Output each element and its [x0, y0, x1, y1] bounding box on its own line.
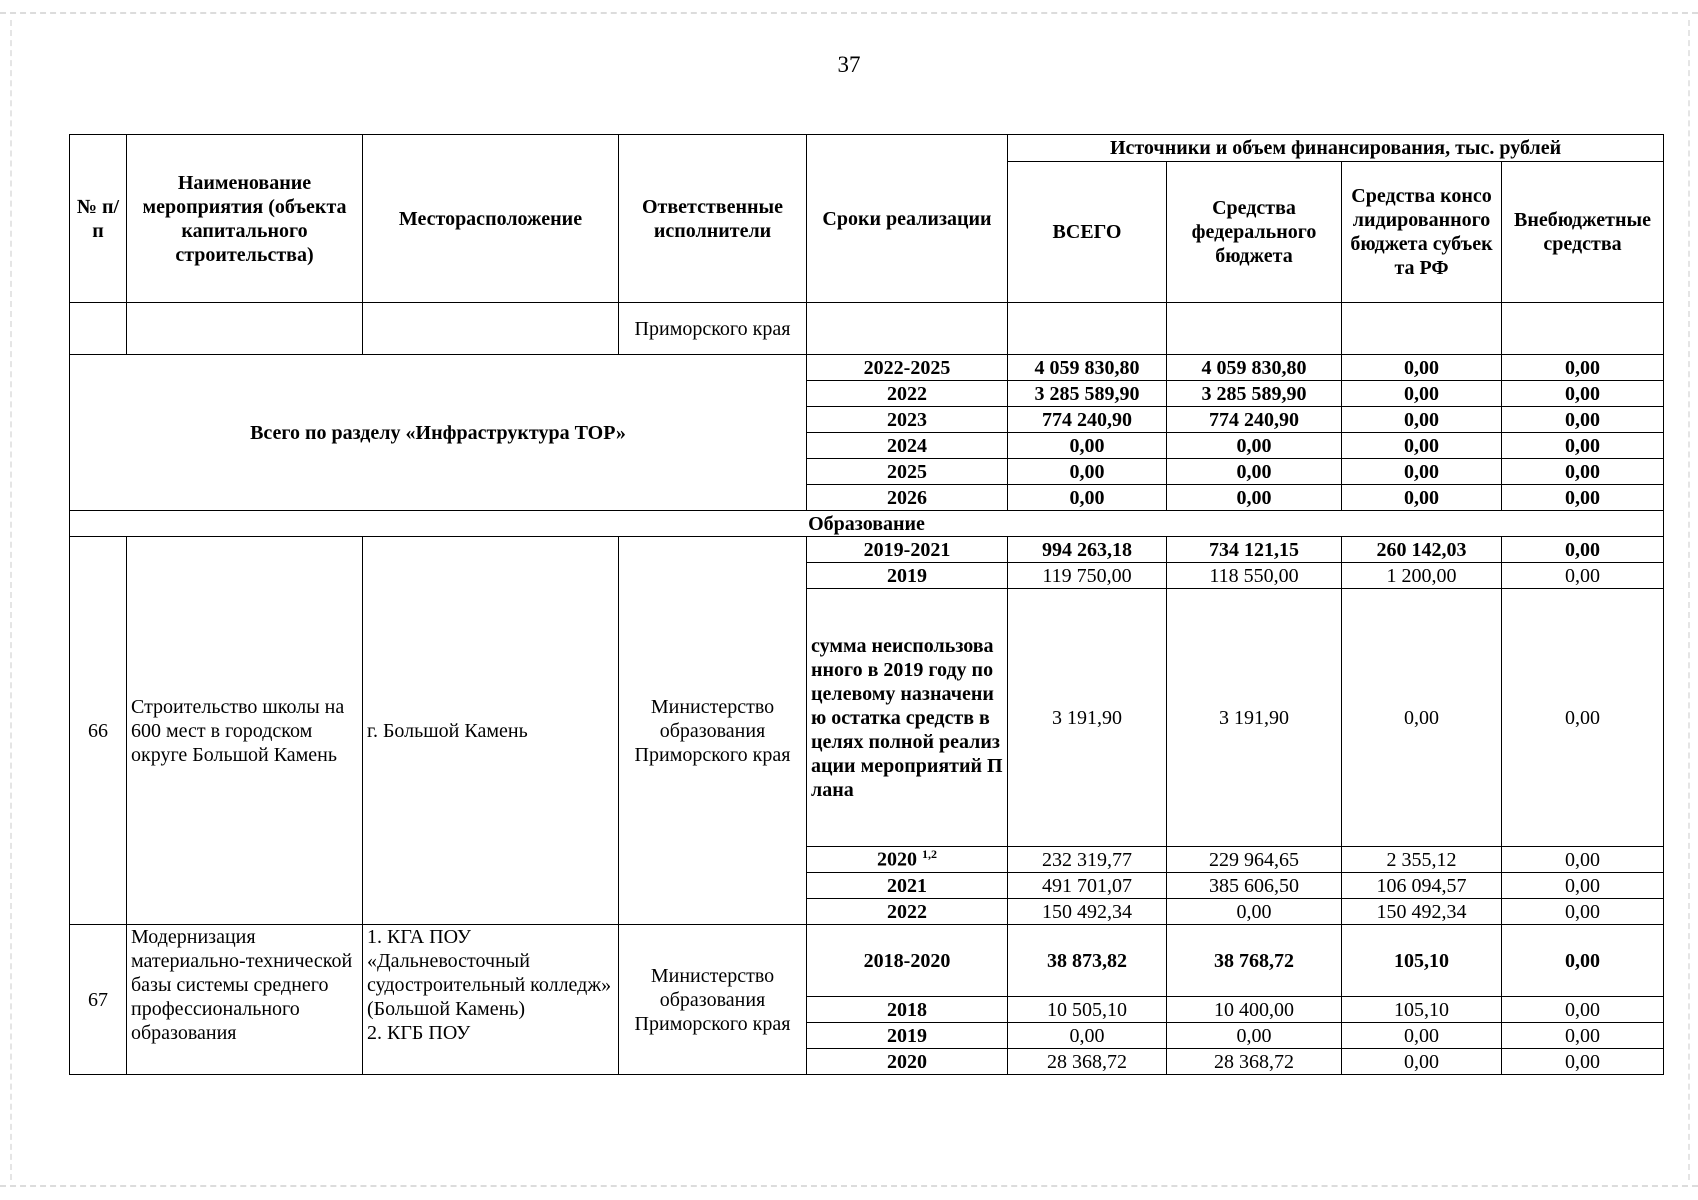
period-value: 2020	[877, 848, 917, 871]
total-cell: 4 059 830,80	[1008, 355, 1167, 381]
header-row-1	[70, 135, 1664, 162]
period-cell: 2020	[807, 1049, 1008, 1075]
section-education-title: Образование	[70, 511, 1664, 537]
header-period: Сроки реализации	[807, 135, 1008, 303]
item67-executors: Министерство образования Приморского края	[619, 925, 807, 1075]
period-cell: 2025	[807, 459, 1008, 485]
extra-cell: 0,00	[1502, 899, 1664, 925]
regional-cell: 0,00	[1342, 485, 1502, 511]
header-extra: Внебюджетные средства	[1502, 162, 1664, 303]
header-financing-group: Источники и объем финансирования, тыс. рублей	[1008, 135, 1664, 162]
header-regional: Средства консолидированного бюджета субъекта РФ	[1342, 162, 1502, 303]
scan-edge-bottom	[0, 1185, 1698, 1187]
regional-cell: 1 200,00	[1342, 563, 1502, 589]
period-cell: 2026	[807, 485, 1008, 511]
federal-cell: 0,00	[1167, 1023, 1342, 1049]
total-cell: 232 319,77	[1008, 847, 1167, 873]
regional-cell: 0,00	[1342, 589, 1502, 847]
header-num: № п/п	[70, 135, 127, 303]
federal-cell: 0,00	[1167, 433, 1342, 459]
extra-cell: 0,00	[1502, 873, 1664, 899]
total-cell: 3 285 589,90	[1008, 381, 1167, 407]
item66-name: Строительство школы на 600 мест в городском округе Большой Камень	[127, 537, 363, 925]
federal-cell: 0,00	[1167, 485, 1342, 511]
total-cell: 774 240,90	[1008, 407, 1167, 433]
item66-num: 66	[70, 537, 127, 925]
extra-cell: 0,00	[1502, 1049, 1664, 1075]
extra-cell: 0,00	[1502, 997, 1664, 1023]
period-cell: 2019	[807, 1023, 1008, 1049]
header-executors: Ответственные исполнители	[619, 135, 807, 303]
federal-cell: 0,00	[1167, 899, 1342, 925]
total-cell: 0,00	[1008, 485, 1167, 511]
extra-cell: 0,00	[1502, 485, 1664, 511]
extra-cell: 0,00	[1502, 563, 1664, 589]
total-cell: 994 263,18	[1008, 537, 1167, 563]
extra-cell: 0,00	[1502, 381, 1664, 407]
regional-cell: 106 094,57	[1342, 873, 1502, 899]
federal-cell: 774 240,90	[1167, 407, 1342, 433]
financing-plan-table	[69, 134, 1664, 1075]
item66-row	[70, 537, 1664, 563]
regional-cell: 0,00	[1342, 1049, 1502, 1075]
regional-cell: 2 355,12	[1342, 847, 1502, 873]
header-federal: Средства федерального бюджета	[1167, 162, 1342, 303]
extra-cell: 0,00	[1502, 355, 1664, 381]
item66-location: г. Большой Камень	[363, 537, 619, 925]
total-cell: 0,00	[1008, 433, 1167, 459]
extra-cell: 0,00	[1502, 433, 1664, 459]
extra-cell: 0,00	[1502, 537, 1664, 563]
page-number: 37	[837, 52, 861, 77]
regional-cell: 105,10	[1342, 997, 1502, 1023]
extra-cell: 0,00	[1502, 925, 1664, 997]
header-total: ВСЕГО	[1008, 162, 1167, 303]
item67-location: 1. КГА ПОУ «Дальневосточный судостроительный колледж» (Большой Камень) 2. КГБ ПОУ	[363, 925, 619, 1075]
period-cell: 2019-2021	[807, 537, 1008, 563]
period-cell: 2019	[807, 563, 1008, 589]
extra-cell: 0,00	[1502, 847, 1664, 873]
regional-cell: 0,00	[1342, 407, 1502, 433]
federal-cell: 3 191,90	[1167, 589, 1342, 847]
federal-cell: 118 550,00	[1167, 563, 1342, 589]
header-name: Наименование мероприятия (объекта капитального строительства)	[127, 135, 363, 303]
item67-name: Модернизация материально-технической базы системы среднего профессионального образования	[127, 925, 363, 1075]
extra-cell: 0,00	[1502, 459, 1664, 485]
period-cell: 2018-2020	[807, 925, 1008, 997]
regional-cell: 0,00	[1342, 1023, 1502, 1049]
federal-cell: 385 606,50	[1167, 873, 1342, 899]
item67-num: 67	[70, 925, 127, 1075]
extra-cell: 0,00	[1502, 1023, 1664, 1049]
total-cell: 491 701,07	[1008, 873, 1167, 899]
federal-cell: 229 964,65	[1167, 847, 1342, 873]
section-row	[70, 511, 1664, 537]
regional-cell: 0,00	[1342, 459, 1502, 485]
federal-cell: 10 400,00	[1167, 997, 1342, 1023]
total-cell: 0,00	[1008, 1023, 1167, 1049]
period-cell: 2024	[807, 433, 1008, 459]
total-cell: 38 873,82	[1008, 925, 1167, 997]
regional-cell: 0,00	[1342, 433, 1502, 459]
period-cell: 2023	[807, 407, 1008, 433]
item66-executors: Министерство образования Приморского края	[619, 537, 807, 925]
total-section-label: Всего по разделу «Инфраструктура ТОР»	[70, 355, 807, 511]
total-cell: 0,00	[1008, 459, 1167, 485]
footnote-mark: 1,2	[922, 847, 937, 862]
regional-cell: 150 492,34	[1342, 899, 1502, 925]
regional-cell: 0,00	[1342, 355, 1502, 381]
period-cell: 2022	[807, 381, 1008, 407]
item67-row	[70, 925, 1664, 997]
carry-row	[70, 303, 1664, 355]
federal-cell: 4 059 830,80	[1167, 355, 1342, 381]
regional-cell: 0,00	[1342, 381, 1502, 407]
period-cell: 2022-2025	[807, 355, 1008, 381]
period-cell	[807, 847, 1008, 873]
extra-cell: 0,00	[1502, 407, 1664, 433]
total-row	[70, 355, 1664, 381]
federal-cell: 28 368,72	[1167, 1049, 1342, 1075]
federal-cell: 38 768,72	[1167, 925, 1342, 997]
period-cell: 2018	[807, 997, 1008, 1023]
scan-edge-left	[10, 20, 12, 1180]
header-location: Месторасположение	[363, 135, 619, 303]
extra-cell: 0,00	[1502, 589, 1664, 847]
period-cell: 2021	[807, 873, 1008, 899]
total-cell: 3 191,90	[1008, 589, 1167, 847]
scan-edge-right	[1688, 20, 1690, 1180]
total-cell: 10 505,10	[1008, 997, 1167, 1023]
federal-cell: 3 285 589,90	[1167, 381, 1342, 407]
total-cell: 150 492,34	[1008, 899, 1167, 925]
scan-edge-top	[0, 12, 1698, 14]
total-cell: 28 368,72	[1008, 1049, 1167, 1075]
regional-cell: 260 142,03	[1342, 537, 1502, 563]
period-note-cell: сумма неиспользованного в 2019 году по целевому назначению остатка средств в целях полной реализации мероприятий Плана	[807, 589, 1008, 847]
period-cell: 2022	[807, 899, 1008, 925]
regional-cell: 105,10	[1342, 925, 1502, 997]
federal-cell: 734 121,15	[1167, 537, 1342, 563]
carry-executors: Приморского края	[619, 303, 807, 355]
total-cell: 119 750,00	[1008, 563, 1167, 589]
federal-cell: 0,00	[1167, 459, 1342, 485]
